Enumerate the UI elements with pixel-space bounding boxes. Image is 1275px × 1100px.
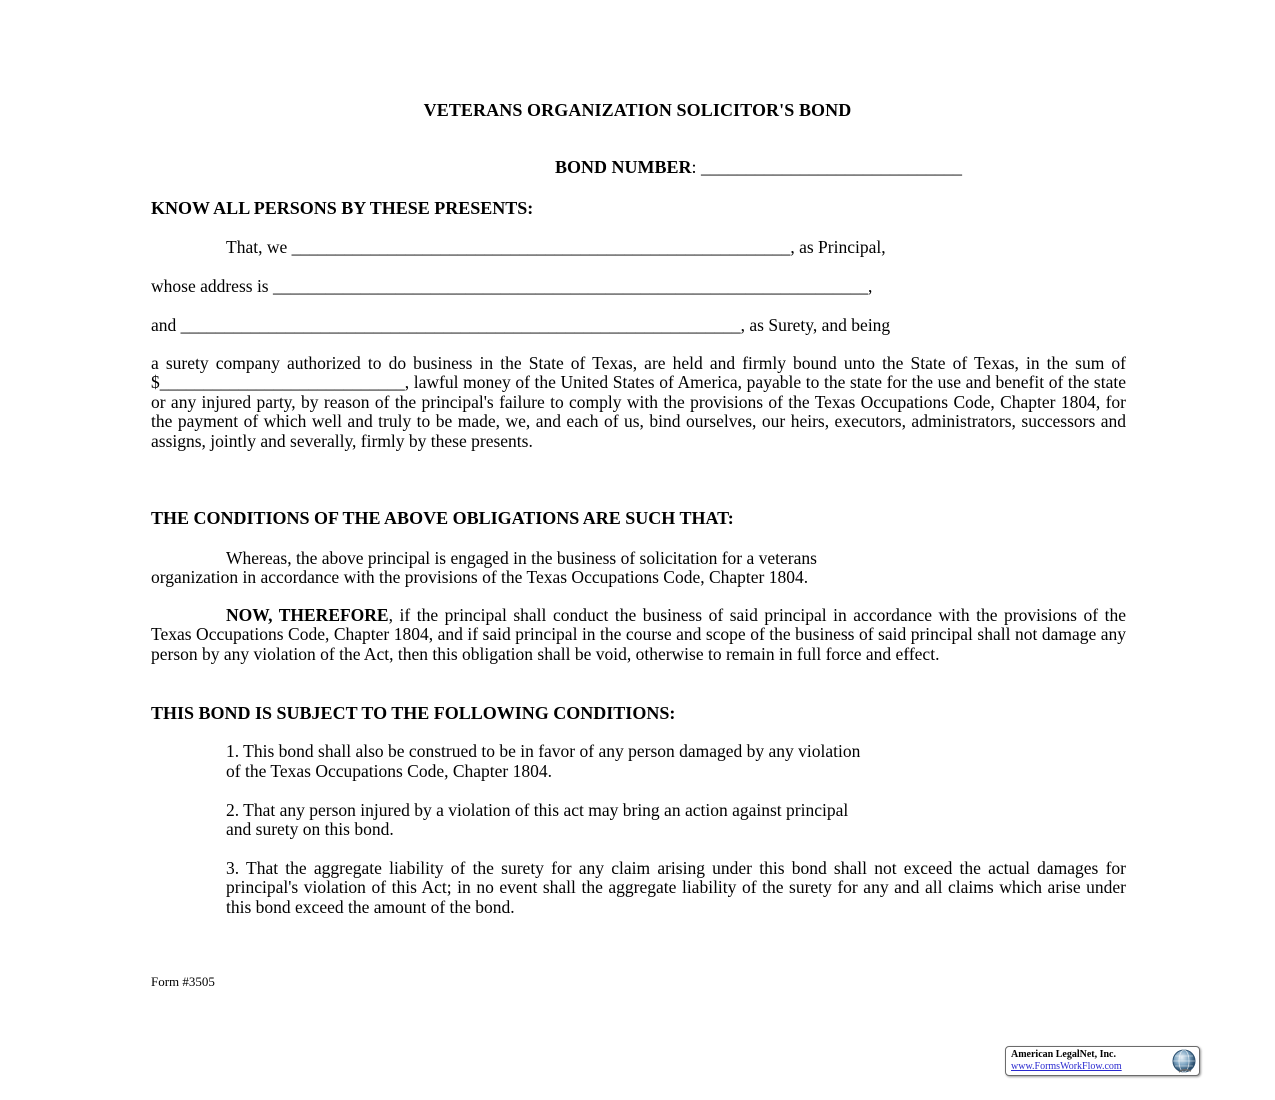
- principal-suffix: , as Principal,: [790, 237, 886, 257]
- bond-number-label: BOND NUMBER: [555, 157, 692, 177]
- now-therefore-text: , if the principal shall conduct the business of said principal in accordance with the provisions of the Texas Occupations Code, Chapter 1804, and if said principal in the course and scope of the business of said principal shall not damage any person by any violation of the Act, then this obligation shall be void, otherwise to remain in full force and effect.: [151, 605, 1126, 664]
- publisher-link[interactable]: www.FormsWorkFlow.com: [1011, 1061, 1122, 1072]
- globe-icon: [1171, 1048, 1197, 1074]
- surety-label: and: [151, 315, 181, 335]
- bond-number-line: [555, 157, 962, 178]
- condition-1-line-1: 1. This bond shall also be construed to be in favor of any person damaged by any violation: [226, 741, 861, 761]
- condition-2-line-2: and surety on this bond.: [226, 819, 394, 839]
- whereas-line-1: [151, 548, 1126, 569]
- publisher-name: American LegalNet, Inc.: [1011, 1049, 1116, 1060]
- conditions-heading: THE CONDITIONS OF THE ABOVE OBLIGATIONS ARE SUCH THAT:: [151, 508, 734, 528]
- now-therefore-label: NOW, THEREFORE: [226, 605, 389, 625]
- subject-heading: THIS BOND IS SUBJECT TO THE FOLLOWING CONDITIONS:: [151, 703, 676, 723]
- condition-2-line-1: 2. That any person injured by a violation of this act may bring an action against principal: [226, 800, 849, 820]
- surety-line: [151, 315, 1126, 336]
- principal-blank: _________________________________________________________: [291, 237, 791, 257]
- address-line: [151, 276, 1126, 297]
- principal-line: [151, 237, 1126, 258]
- know-all-heading: KNOW ALL PERSONS BY THESE PRESENTS:: [151, 198, 534, 218]
- surety-suffix: , as Surety, and being: [740, 315, 891, 335]
- document-title: VETERANS ORGANIZATION SOLICITOR'S BOND: [423, 100, 852, 120]
- whereas-text-1: Whereas, the above principal is engaged in the business of solicitation for a veterans: [226, 548, 817, 568]
- condition-3: 3. That the aggregate liability of the surety for any claim arising under this bond shall not exceed the actual damages for principal's violation of this Act; in no event shall the aggregate liability of the surety for any and all claims which arise under this bond exceed the amount of the bond.: [226, 858, 1126, 917]
- whereas-line-2: organization in accordance with the provisions of the Texas Occupations Code, Chapter 1804.: [151, 567, 809, 587]
- address-blank: ____________________________________________________________________: [273, 276, 868, 296]
- address-suffix: ,: [868, 276, 873, 296]
- bond-number-blank: : _____________________________: [691, 157, 963, 177]
- surety-blank: ________________________________________________________________: [180, 315, 741, 335]
- publisher-badge[interactable]: [1005, 1046, 1200, 1076]
- address-label: whose address is: [151, 276, 273, 296]
- principal-label: That, we: [226, 237, 292, 257]
- condition-1-line-2: of the Texas Occupations Code, Chapter 1804.: [226, 761, 553, 781]
- now-therefore-paragraph: [151, 606, 1126, 664]
- form-number: Form #3505: [151, 974, 215, 989]
- bound-paragraph: a surety company authorized to do business in the State of Texas, are held and firmly bound unto the State of Texas, in the sum of $____________________________, lawful money of the United States of America, payable to the state for the use and benefit of the state or any injured party, by reason of the principal's failure to comply with the provisions of the Texas Occupations Code, Chapter 1804, for the payment of which well and truly to be made, we, and each of us, bind ourselves, our heirs, executors, administrators, successors and assigns, jointly and severally, firmly by these presents.: [151, 353, 1126, 451]
